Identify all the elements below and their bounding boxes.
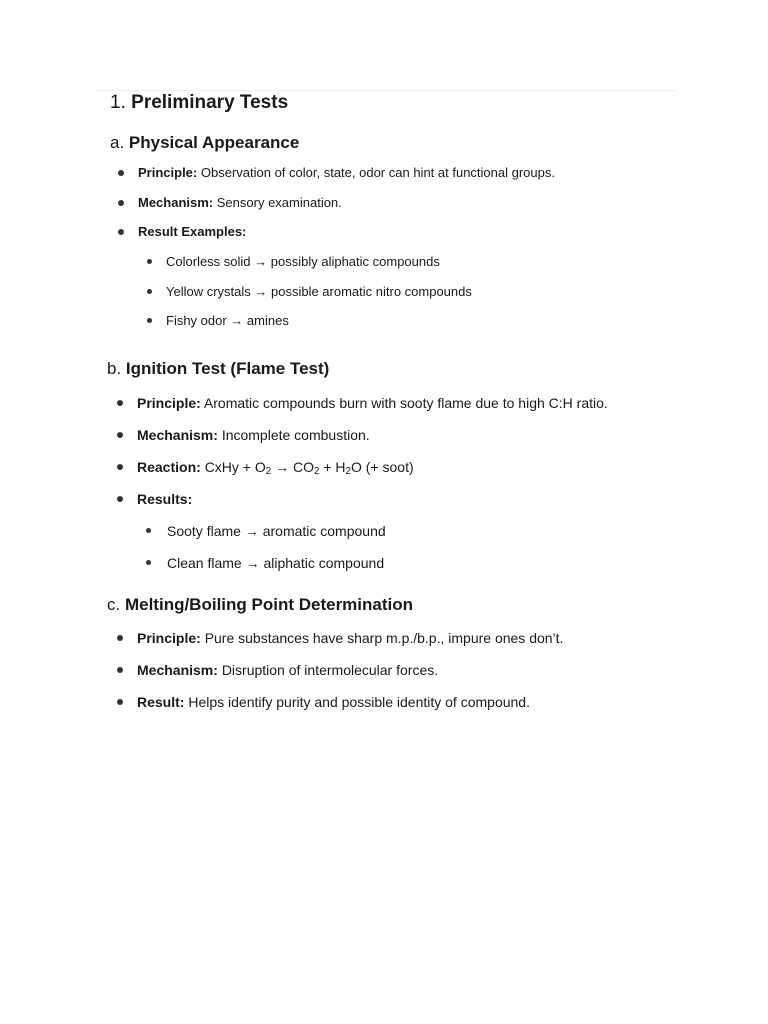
- mechanism-label: Mechanism:: [137, 427, 218, 443]
- bullet-icon: [146, 528, 151, 533]
- principle-text: Aromatic compounds burn with sooty flame due to high C:H ratio.: [203, 395, 608, 411]
- mechanism-label: Mechanism:: [137, 662, 218, 678]
- section-c-title: Melting/Boiling Point Determination: [124, 595, 414, 614]
- bullet-icon: [146, 560, 151, 565]
- main-heading-number: 1.: [110, 92, 126, 113]
- result-label: Result:: [137, 694, 185, 710]
- reaction-label: Reaction:: [137, 459, 201, 475]
- mechanism-text: Sensory examination.: [216, 195, 342, 210]
- bullet-icon: [117, 635, 123, 641]
- bullet-icon: [118, 229, 124, 235]
- main-heading-title: Preliminary Tests: [131, 92, 289, 113]
- section-a-title: Physical Appearance: [128, 133, 300, 152]
- bullet-icon: [117, 667, 123, 673]
- bullet-icon: [117, 464, 123, 470]
- result-examples-label: Result Examples:: [138, 224, 247, 239]
- section-a-letter: a.: [110, 133, 125, 152]
- principle-label: Principle:: [138, 165, 198, 180]
- bullet-icon: [117, 432, 123, 438]
- bullet-icon: [118, 200, 124, 206]
- document-page: 1. Preliminary Tests a. Physical Appearance Principle: Observation of color, state, odor can hint at functional groups. Mechanism: Sensory examination. Result Examples: Colorless solid → possibly aliphatic compounds Yellow crystals → possible aromatic nitro compounds Fishy odor → amines b. Ignition Test (Flame Test) Principle: Aromatic compounds burn with sooty flame due to high C:H ratio. Mechanism: Incomplete combustion. Reaction: CxHy + $O_2 \to CO_2 + H_2O$ (+ soot) Results: Sooty flame → aromatic compound Clean flame → aliphatic compound c. Melting/Boiling Point Determination Principle: Pure substances have sharp m.p./b.p., impure ones don’t. Mechanism: Disruption of intermolecular forces. Result: Helps identify purity and possible identity of compound.: [0, 0, 768, 1024]
- main-heading: [110, 91, 288, 115]
- principle-text: Observation of color, state, odor can hint at functional groups.: [200, 165, 555, 180]
- section-b-heading: [107, 358, 329, 380]
- bullet-icon: [147, 289, 152, 294]
- bullet-icon: [147, 318, 152, 323]
- section-b-letter: b.: [107, 359, 122, 378]
- section-c-letter: c.: [107, 595, 121, 614]
- section-b-title: Ignition Test (Flame Test): [125, 359, 330, 378]
- bullet-icon: [117, 496, 123, 502]
- mechanism-label: Mechanism:: [138, 195, 214, 210]
- bullet-icon: [147, 259, 152, 264]
- principle-text: Pure substances have sharp m.p./b.p., impure ones don’t.: [204, 630, 564, 646]
- bullet-icon: [117, 400, 123, 406]
- section-a-heading: [110, 132, 299, 154]
- mechanism-text: Disruption of intermolecular forces.: [221, 662, 439, 678]
- bullet-icon: [118, 170, 124, 176]
- reaction-equation: CxHy + $O_2 \to CO_2 + H_2O$ (+ soot): [204, 459, 414, 477]
- results-label: Results:: [137, 491, 193, 507]
- result-text: Helps identify purity and possible identity of compound.: [188, 694, 530, 710]
- principle-label: Principle:: [137, 395, 201, 411]
- bullet-icon: [117, 699, 123, 705]
- principle-label: Principle:: [137, 630, 201, 646]
- section-c-heading: [107, 594, 413, 616]
- mechanism-text: Incomplete combustion.: [221, 427, 370, 443]
